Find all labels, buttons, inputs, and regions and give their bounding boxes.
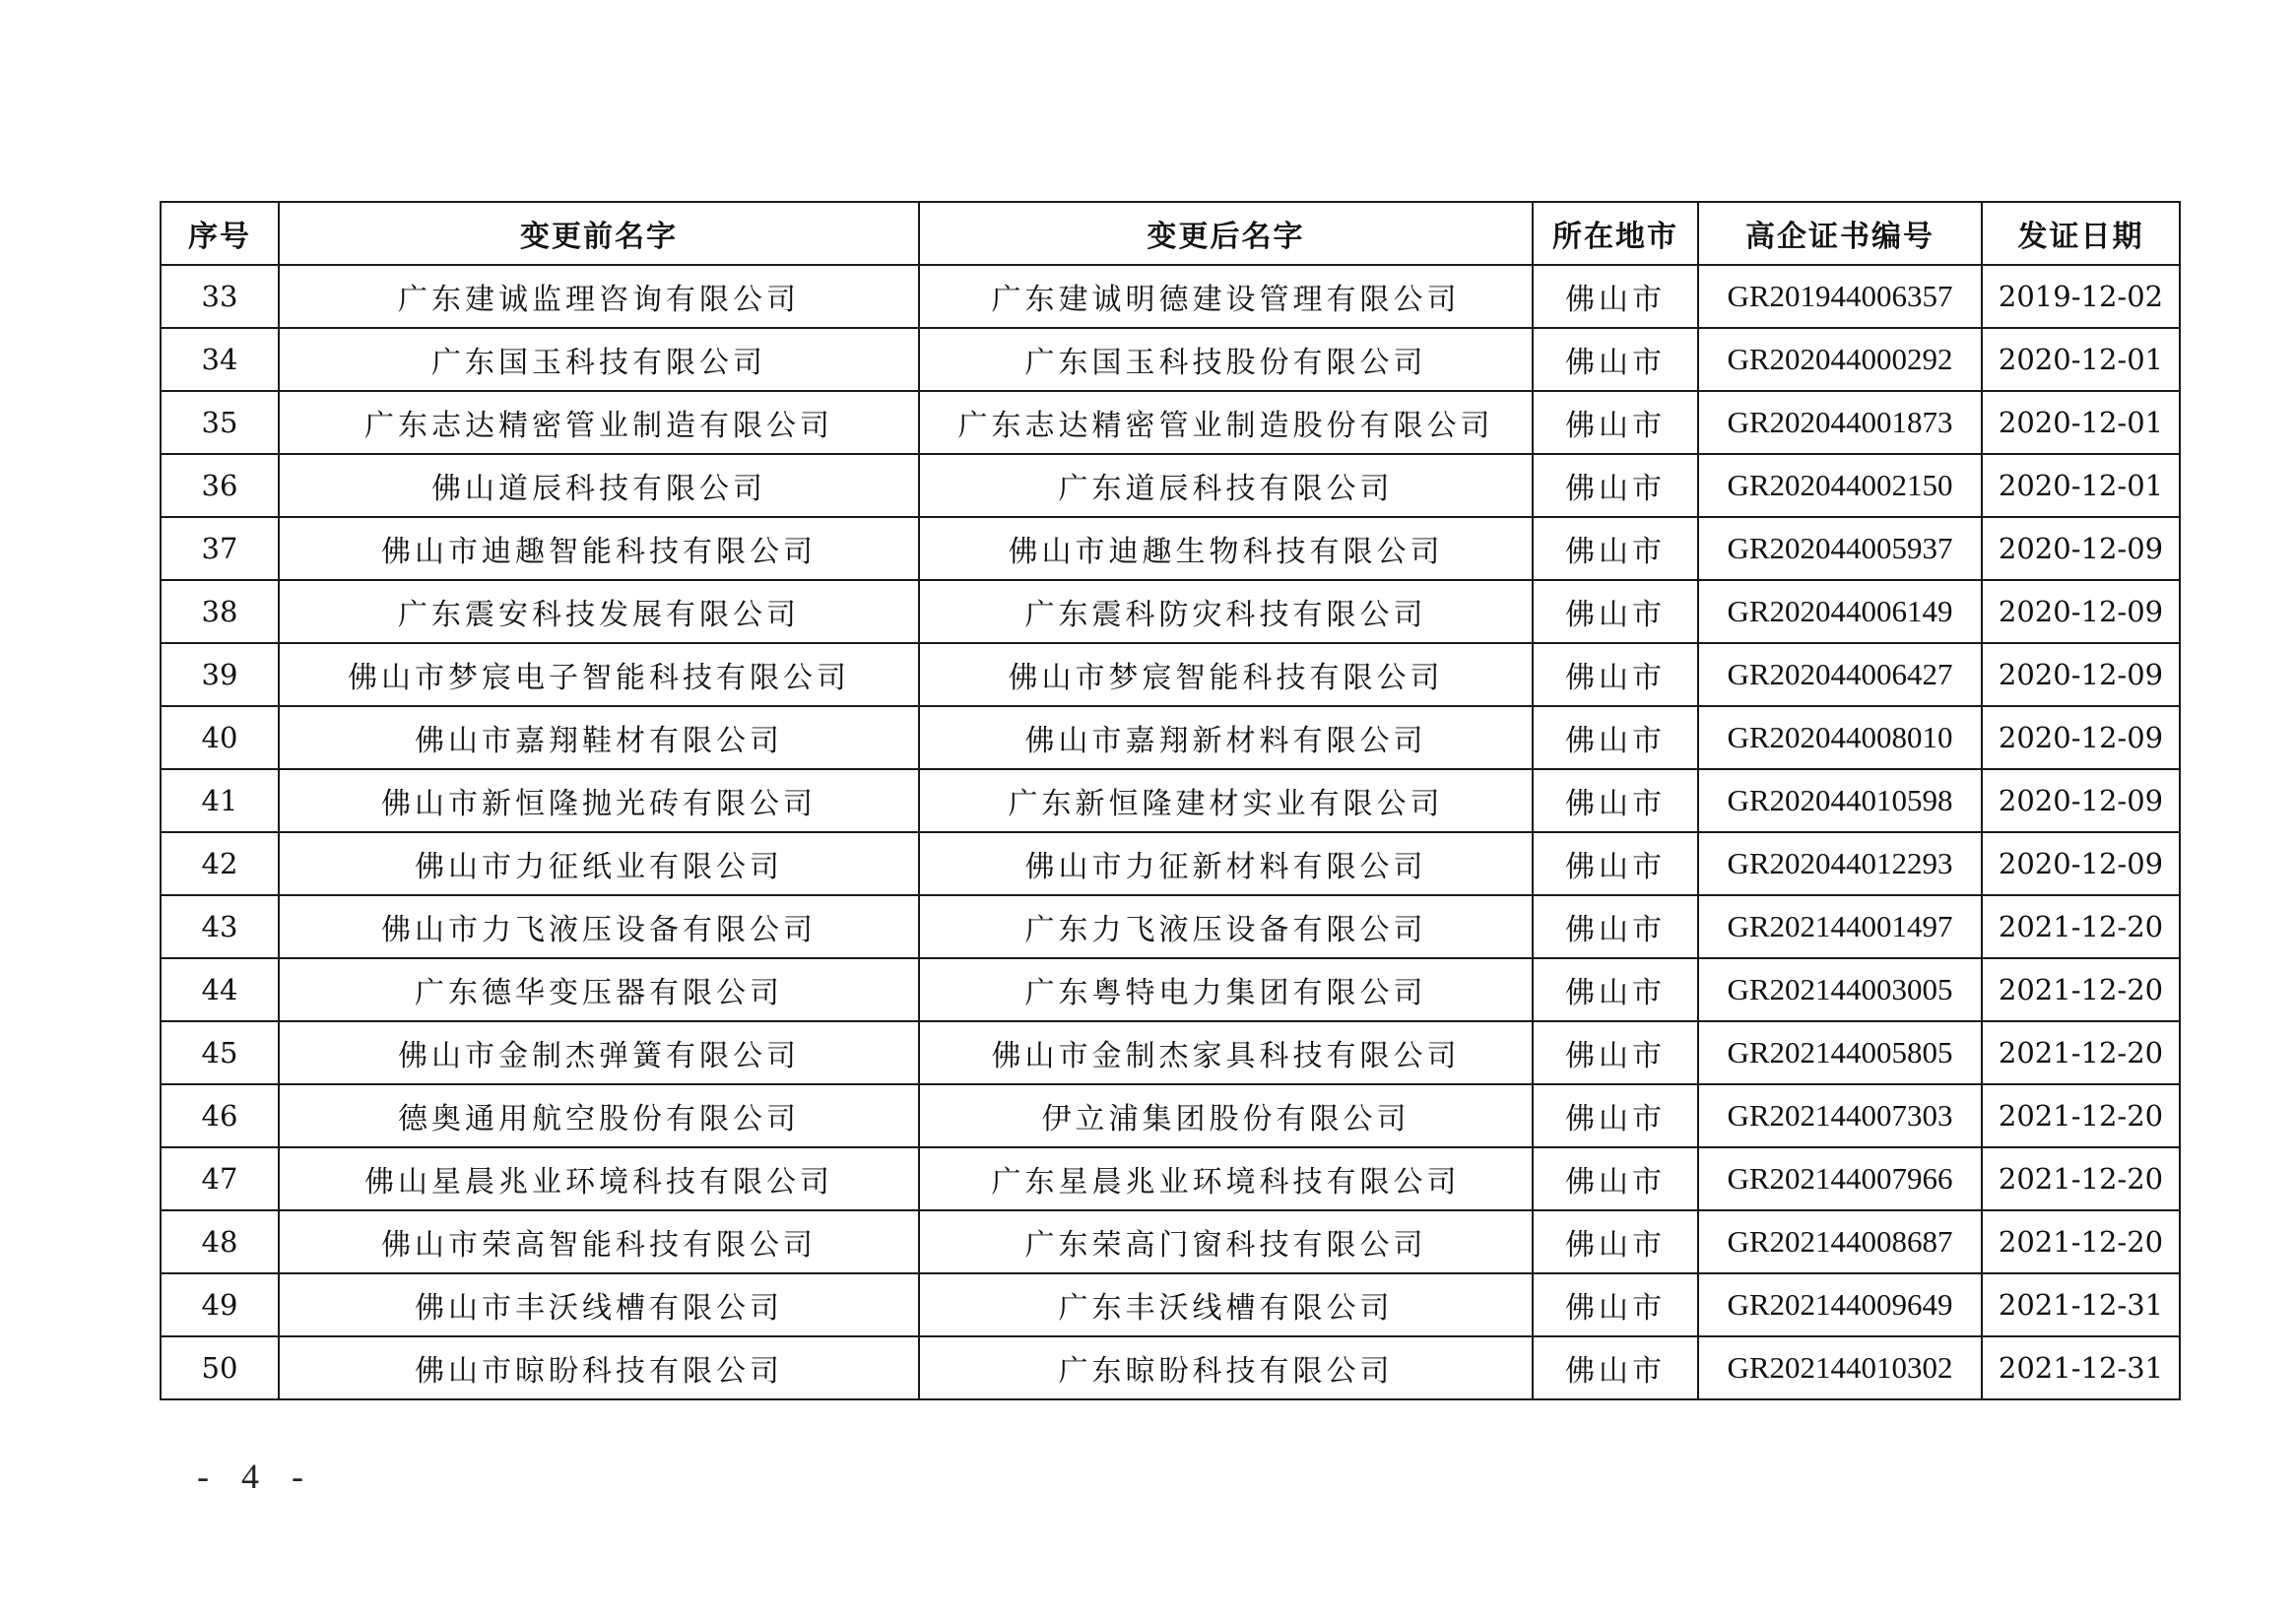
cell-city: 佛山市 [1533, 1273, 1698, 1336]
cell-city: 佛山市 [1533, 643, 1698, 706]
cell-city: 佛山市 [1533, 1336, 1698, 1399]
cell-issue-date: 2021-12-20 [1982, 1084, 2180, 1147]
cell-name-before: 德奥通用航空股份有限公司 [279, 1084, 919, 1147]
cell-city: 佛山市 [1533, 769, 1698, 832]
cell-name-after: 佛山市嘉翔新材料有限公司 [919, 706, 1533, 769]
cell-issue-date: 2021-12-20 [1982, 895, 2180, 958]
cell-certificate-number: GR202044012293 [1698, 832, 1982, 895]
cell-issue-date: 2021-12-31 [1982, 1336, 2180, 1399]
cell-serial-number: 43 [161, 895, 279, 958]
cell-city: 佛山市 [1533, 832, 1698, 895]
cell-serial-number: 49 [161, 1273, 279, 1336]
cell-certificate-number: GR202044002150 [1698, 454, 1982, 517]
cell-serial-number: 37 [161, 517, 279, 580]
table-row [161, 391, 2180, 454]
cell-name-before: 佛山市晾盼科技有限公司 [279, 1336, 919, 1399]
cell-name-after: 佛山市梦宸智能科技有限公司 [919, 643, 1533, 706]
cell-certificate-number: GR202044008010 [1698, 706, 1982, 769]
cell-issue-date: 2020-12-09 [1982, 832, 2180, 895]
header-certificate-number: 高企证书编号 [1698, 202, 1982, 265]
table-row [161, 1336, 2180, 1399]
cell-name-after: 佛山市力征新材料有限公司 [919, 832, 1533, 895]
cell-name-before: 广东志达精密管业制造有限公司 [279, 391, 919, 454]
table-row [161, 1021, 2180, 1084]
table-row [161, 895, 2180, 958]
cell-certificate-number: GR202144001497 [1698, 895, 1982, 958]
table-row [161, 517, 2180, 580]
company-name-change-table [160, 201, 2181, 1400]
cell-certificate-number: GR202144005805 [1698, 1021, 1982, 1084]
cell-serial-number: 47 [161, 1147, 279, 1210]
cell-name-before: 广东国玉科技有限公司 [279, 328, 919, 391]
cell-serial-number: 38 [161, 580, 279, 643]
cell-name-after: 广东丰沃线槽有限公司 [919, 1273, 1533, 1336]
cell-certificate-number: GR202044006427 [1698, 643, 1982, 706]
cell-name-before: 佛山市力征纸业有限公司 [279, 832, 919, 895]
cell-serial-number: 48 [161, 1210, 279, 1273]
header-city: 所在地市 [1533, 202, 1698, 265]
cell-name-after: 广东国玉科技股份有限公司 [919, 328, 1533, 391]
cell-serial-number: 33 [161, 265, 279, 328]
cell-issue-date: 2019-12-02 [1982, 265, 2180, 328]
cell-serial-number: 35 [161, 391, 279, 454]
cell-serial-number: 39 [161, 643, 279, 706]
cell-city: 佛山市 [1533, 391, 1698, 454]
cell-name-after: 伊立浦集团股份有限公司 [919, 1084, 1533, 1147]
cell-name-before: 广东震安科技发展有限公司 [279, 580, 919, 643]
cell-issue-date: 2020-12-01 [1982, 454, 2180, 517]
cell-name-after: 广东晾盼科技有限公司 [919, 1336, 1533, 1399]
table-row [161, 832, 2180, 895]
table-header-row [161, 202, 2180, 265]
cell-name-after: 广东道辰科技有限公司 [919, 454, 1533, 517]
cell-certificate-number: GR202044010598 [1698, 769, 1982, 832]
cell-city: 佛山市 [1533, 958, 1698, 1021]
cell-city: 佛山市 [1533, 580, 1698, 643]
cell-city: 佛山市 [1533, 328, 1698, 391]
table-body [161, 265, 2180, 1399]
cell-name-after: 广东新恒隆建材实业有限公司 [919, 769, 1533, 832]
header-serial-number: 序号 [161, 202, 279, 265]
cell-issue-date: 2021-12-20 [1982, 1210, 2180, 1273]
cell-name-after: 广东力飞液压设备有限公司 [919, 895, 1533, 958]
cell-name-after: 广东荣高门窗科技有限公司 [919, 1210, 1533, 1273]
table-row [161, 1084, 2180, 1147]
cell-serial-number: 45 [161, 1021, 279, 1084]
cell-certificate-number: GR202144008687 [1698, 1210, 1982, 1273]
cell-name-before: 佛山市力飞液压设备有限公司 [279, 895, 919, 958]
cell-certificate-number: GR202044000292 [1698, 328, 1982, 391]
cell-serial-number: 46 [161, 1084, 279, 1147]
cell-name-after: 广东震科防灾科技有限公司 [919, 580, 1533, 643]
cell-city: 佛山市 [1533, 265, 1698, 328]
cell-city: 佛山市 [1533, 1021, 1698, 1084]
cell-city: 佛山市 [1533, 895, 1698, 958]
cell-name-before: 广东建诚监理咨询有限公司 [279, 265, 919, 328]
table-row [161, 1210, 2180, 1273]
table-row [161, 706, 2180, 769]
cell-certificate-number: GR201944006357 [1698, 265, 1982, 328]
cell-issue-date: 2021-12-20 [1982, 1147, 2180, 1210]
cell-city: 佛山市 [1533, 517, 1698, 580]
cell-city: 佛山市 [1533, 1210, 1698, 1273]
cell-name-after: 广东粤特电力集团有限公司 [919, 958, 1533, 1021]
cell-issue-date: 2020-12-09 [1982, 517, 2180, 580]
cell-name-before: 佛山星晨兆业环境科技有限公司 [279, 1147, 919, 1210]
cell-certificate-number: GR202144007303 [1698, 1084, 1982, 1147]
cell-serial-number: 50 [161, 1336, 279, 1399]
cell-issue-date: 2021-12-31 [1982, 1273, 2180, 1336]
cell-name-after: 佛山市金制杰家具科技有限公司 [919, 1021, 1533, 1084]
page-number: - 4 - [197, 1457, 315, 1496]
cell-city: 佛山市 [1533, 706, 1698, 769]
cell-city: 佛山市 [1533, 1147, 1698, 1210]
table-row [161, 454, 2180, 517]
table-row [161, 580, 2180, 643]
cell-certificate-number: GR202044006149 [1698, 580, 1982, 643]
cell-serial-number: 34 [161, 328, 279, 391]
table-row [161, 328, 2180, 391]
table-row [161, 1273, 2180, 1336]
cell-issue-date: 2021-12-20 [1982, 1021, 2180, 1084]
cell-name-before: 佛山市金制杰弹簧有限公司 [279, 1021, 919, 1084]
header-name-before: 变更前名字 [279, 202, 919, 265]
cell-issue-date: 2020-12-09 [1982, 769, 2180, 832]
cell-name-before: 佛山市迪趣智能科技有限公司 [279, 517, 919, 580]
cell-certificate-number: GR202044001873 [1698, 391, 1982, 454]
cell-issue-date: 2021-12-20 [1982, 958, 2180, 1021]
cell-name-after: 佛山市迪趣生物科技有限公司 [919, 517, 1533, 580]
cell-name-before: 佛山市嘉翔鞋材有限公司 [279, 706, 919, 769]
cell-city: 佛山市 [1533, 454, 1698, 517]
cell-name-after: 广东星晨兆业环境科技有限公司 [919, 1147, 1533, 1210]
cell-serial-number: 42 [161, 832, 279, 895]
cell-name-before: 佛山市丰沃线槽有限公司 [279, 1273, 919, 1336]
cell-issue-date: 2020-12-09 [1982, 706, 2180, 769]
cell-issue-date: 2020-12-09 [1982, 643, 2180, 706]
cell-issue-date: 2020-12-01 [1982, 328, 2180, 391]
table-row [161, 1147, 2180, 1210]
cell-issue-date: 2020-12-01 [1982, 391, 2180, 454]
cell-name-after: 广东建诚明德建设管理有限公司 [919, 265, 1533, 328]
cell-certificate-number: GR202144007966 [1698, 1147, 1982, 1210]
cell-serial-number: 36 [161, 454, 279, 517]
cell-certificate-number: GR202144010302 [1698, 1336, 1982, 1399]
cell-city: 佛山市 [1533, 1084, 1698, 1147]
header-name-after: 变更后名字 [919, 202, 1533, 265]
cell-name-before: 佛山市梦宸电子智能科技有限公司 [279, 643, 919, 706]
table-row [161, 769, 2180, 832]
cell-certificate-number: GR202144009649 [1698, 1273, 1982, 1336]
cell-serial-number: 40 [161, 706, 279, 769]
header-issue-date: 发证日期 [1982, 202, 2180, 265]
cell-certificate-number: GR202144003005 [1698, 958, 1982, 1021]
cell-serial-number: 44 [161, 958, 279, 1021]
cell-name-after: 广东志达精密管业制造股份有限公司 [919, 391, 1533, 454]
cell-name-before: 佛山市荣高智能科技有限公司 [279, 1210, 919, 1273]
cell-issue-date: 2020-12-09 [1982, 580, 2180, 643]
cell-certificate-number: GR202044005937 [1698, 517, 1982, 580]
table-row [161, 643, 2180, 706]
table-row [161, 265, 2180, 328]
table-row [161, 958, 2180, 1021]
cell-name-before: 佛山道辰科技有限公司 [279, 454, 919, 517]
cell-name-before: 广东德华变压器有限公司 [279, 958, 919, 1021]
cell-name-before: 佛山市新恒隆抛光砖有限公司 [279, 769, 919, 832]
cell-serial-number: 41 [161, 769, 279, 832]
